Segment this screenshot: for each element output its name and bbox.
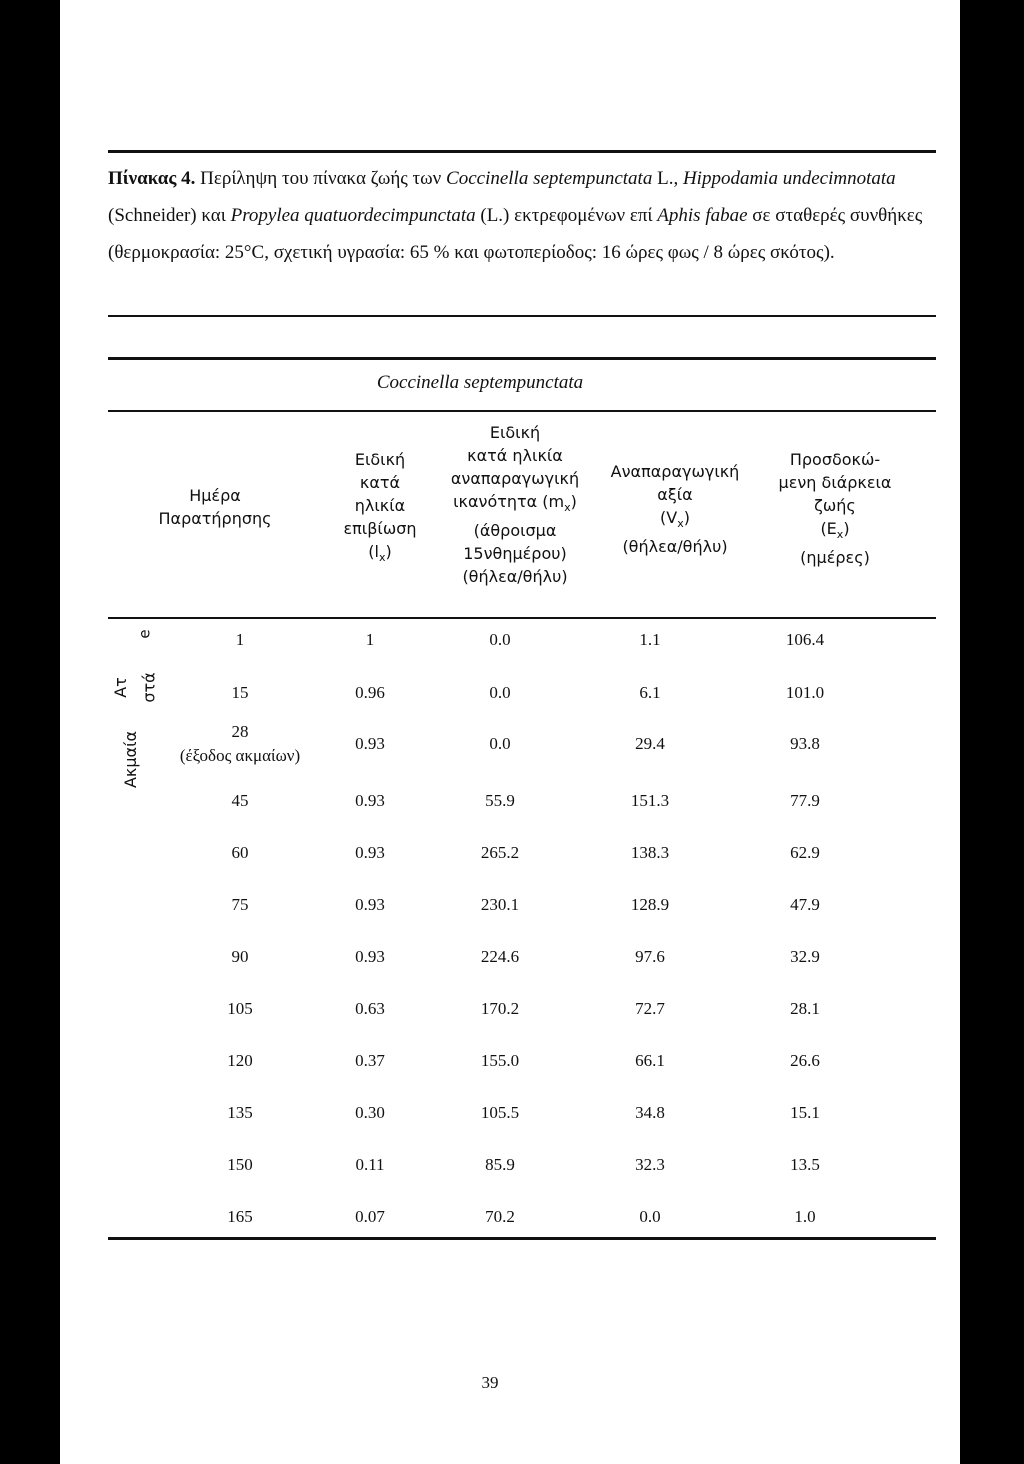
header-line	[750, 517, 920, 546]
row-lx: 1	[365, 630, 375, 649]
row-vx: 6.1	[639, 683, 661, 702]
row-lx: 0.07	[355, 1207, 385, 1226]
subscript: x	[564, 501, 571, 515]
header-line: Προσδοκώ-	[789, 450, 881, 469]
row-mx: 265.2	[480, 843, 520, 862]
header-line: Αναπαραγωγική	[610, 462, 740, 481]
caption-text: (Schneider) και	[108, 205, 231, 226]
row-ex: 13.5	[790, 1155, 820, 1174]
row-lx: 0.93	[355, 734, 385, 753]
side-label-akmaia: Ακμαία	[121, 730, 141, 789]
row-vx: 128.9	[630, 895, 670, 914]
row-mx: 224.6	[480, 947, 520, 966]
header-line: (l	[368, 542, 379, 561]
header-mx	[430, 421, 600, 588]
header-line: (V	[660, 508, 678, 527]
caption-text: (L.) εκτρεφομένων επί	[475, 205, 658, 226]
row-ex: 101.0	[785, 683, 825, 702]
caption-text: Περίληψη του πίνακα ζωής των	[195, 168, 447, 189]
row-note: (έξοδος ακμαίων)	[179, 746, 301, 765]
header-line: (E	[820, 519, 837, 538]
row-mx: 70.2	[485, 1207, 515, 1226]
caption-bottom-rule	[108, 315, 936, 317]
row-vx: 34.8	[635, 1103, 665, 1122]
row-day: 150	[227, 1155, 253, 1174]
header-day	[140, 484, 290, 530]
top-rule	[108, 150, 936, 153]
row-ex: 32.9	[790, 947, 820, 966]
caption-label: Πίνακας 4.	[108, 168, 196, 189]
row-day: 45	[231, 791, 249, 810]
header-line	[430, 490, 600, 519]
header-line: Ειδική	[354, 450, 406, 469]
row-vx: 138.3	[630, 843, 670, 862]
row-vx: 66.1	[635, 1051, 665, 1070]
header-line: )	[570, 492, 577, 511]
header-line: 15νθημέρου)	[463, 544, 567, 564]
row-mx: 230.1	[480, 895, 520, 914]
row-vx: 97.6	[635, 947, 665, 966]
subscript: x	[836, 528, 844, 542]
row-ex: 93.8	[790, 734, 820, 753]
page-number: 39	[481, 1373, 499, 1392]
caption-species: Hippodamia undecimnotata	[682, 168, 896, 189]
row-day: 75	[231, 895, 249, 914]
row-ex: 1.0	[794, 1207, 816, 1226]
row-ex: 15.1	[790, 1103, 820, 1122]
caption-text: σε σταθερές συνθήκες (θερμοκρασία: 25°C, σχετική υγρασία: 65 % και φωτοπερίοδος: 16 ώρες φως / 8 ώρες σκότος).	[108, 205, 923, 263]
header-vx	[590, 460, 760, 558]
row-day: 165	[227, 1207, 253, 1226]
row-day: 135	[227, 1103, 253, 1122]
row-ex: 62.9	[790, 843, 820, 862]
row-ex: 26.6	[790, 1051, 820, 1070]
side-label-partial: e	[135, 629, 154, 639]
row-ex: 28.1	[790, 999, 820, 1018]
header-line: Ημέρα	[189, 486, 241, 505]
header-line: αξία	[657, 485, 693, 504]
table-top-rule	[108, 357, 936, 360]
row-vx: 32.3	[635, 1155, 665, 1174]
header-line: ζωής	[814, 496, 856, 515]
caption-species: Propylea quatuordecimpunctata	[230, 205, 476, 226]
row-lx: 0.30	[355, 1103, 385, 1122]
caption-text: L.,	[652, 168, 683, 189]
header-line: (ημέρες)	[800, 548, 870, 568]
header-line: )	[385, 542, 392, 561]
row-day: 90	[231, 947, 249, 966]
row-vx: 0.0	[639, 1207, 661, 1226]
table-bottom-rule	[108, 1237, 936, 1240]
row-day: 28	[231, 722, 249, 741]
row-ex: 47.9	[790, 895, 820, 914]
row-lx: 0.93	[355, 843, 385, 862]
row-day: 120	[227, 1051, 253, 1070]
row-lx: 0.93	[355, 791, 385, 810]
row-lx: 0.37	[355, 1051, 385, 1070]
header-line: (θήλεα/θήλυ)	[462, 567, 568, 587]
row-mx: 0.0	[489, 734, 511, 753]
row-mx: 55.9	[485, 791, 515, 810]
row-vx: 1.1	[639, 630, 661, 649]
subscript: x	[677, 517, 684, 531]
row-mx: 155.0	[480, 1051, 520, 1070]
header-line: κατά ηλικία	[467, 446, 563, 465]
header-line: )	[843, 519, 850, 538]
row-day: 60	[231, 843, 249, 862]
row-vx: 29.4	[635, 734, 665, 753]
header-line: ηλικία	[354, 496, 406, 515]
header-line: Ειδική	[489, 423, 541, 442]
header-line: επιβίωση	[343, 519, 417, 538]
row-lx: 0.11	[355, 1155, 385, 1174]
header-line: (θήλεα/θήλυ)	[622, 537, 728, 557]
row-mx: 105.5	[480, 1103, 520, 1122]
row-lx: 0.96	[355, 683, 385, 702]
caption-species: Aphis fabae	[657, 205, 748, 226]
caption-species: Coccinella septempunctata	[446, 168, 653, 189]
row-ex: 77.9	[790, 791, 820, 810]
species-rule	[108, 410, 936, 412]
header-line: μενη διάρκεια	[778, 473, 892, 492]
header-line: αναπαραγωγική	[450, 469, 580, 488]
species-header: Coccinella septempunctata	[376, 372, 584, 393]
row-lx: 0.93	[355, 895, 385, 914]
subscript: x	[378, 551, 386, 565]
row-day: 15	[231, 683, 249, 702]
table-caption	[108, 160, 938, 271]
row-lx: 0.93	[355, 947, 385, 966]
side-label-stadia: στά	[139, 672, 159, 703]
header-line: ικανότητα (m	[453, 492, 565, 511]
row-mx: 170.2	[480, 999, 520, 1018]
header-line	[330, 540, 430, 569]
row-day: 105	[227, 999, 253, 1018]
header-line: (άθροισμα	[473, 521, 557, 541]
row-vx: 72.7	[635, 999, 665, 1018]
side-label-atelei: Ατ	[110, 677, 130, 698]
header-lx	[330, 448, 430, 569]
header-line: Παρατήρησης	[158, 509, 272, 528]
row-lx: 0.63	[355, 999, 385, 1018]
row-day: 1	[235, 630, 245, 649]
header-line: )	[683, 508, 690, 527]
row-mx: 85.9	[485, 1155, 515, 1174]
document-page	[60, 0, 960, 1464]
row-vx: 151.3	[630, 791, 670, 810]
header-line: κατά	[359, 473, 401, 492]
row-ex: 106.4	[785, 630, 825, 649]
row-mx: 0.0	[489, 683, 511, 702]
header-ex	[750, 448, 920, 569]
row-mx: 0.0	[489, 630, 511, 649]
header-line	[590, 506, 760, 535]
header-bottom-rule	[108, 617, 936, 619]
